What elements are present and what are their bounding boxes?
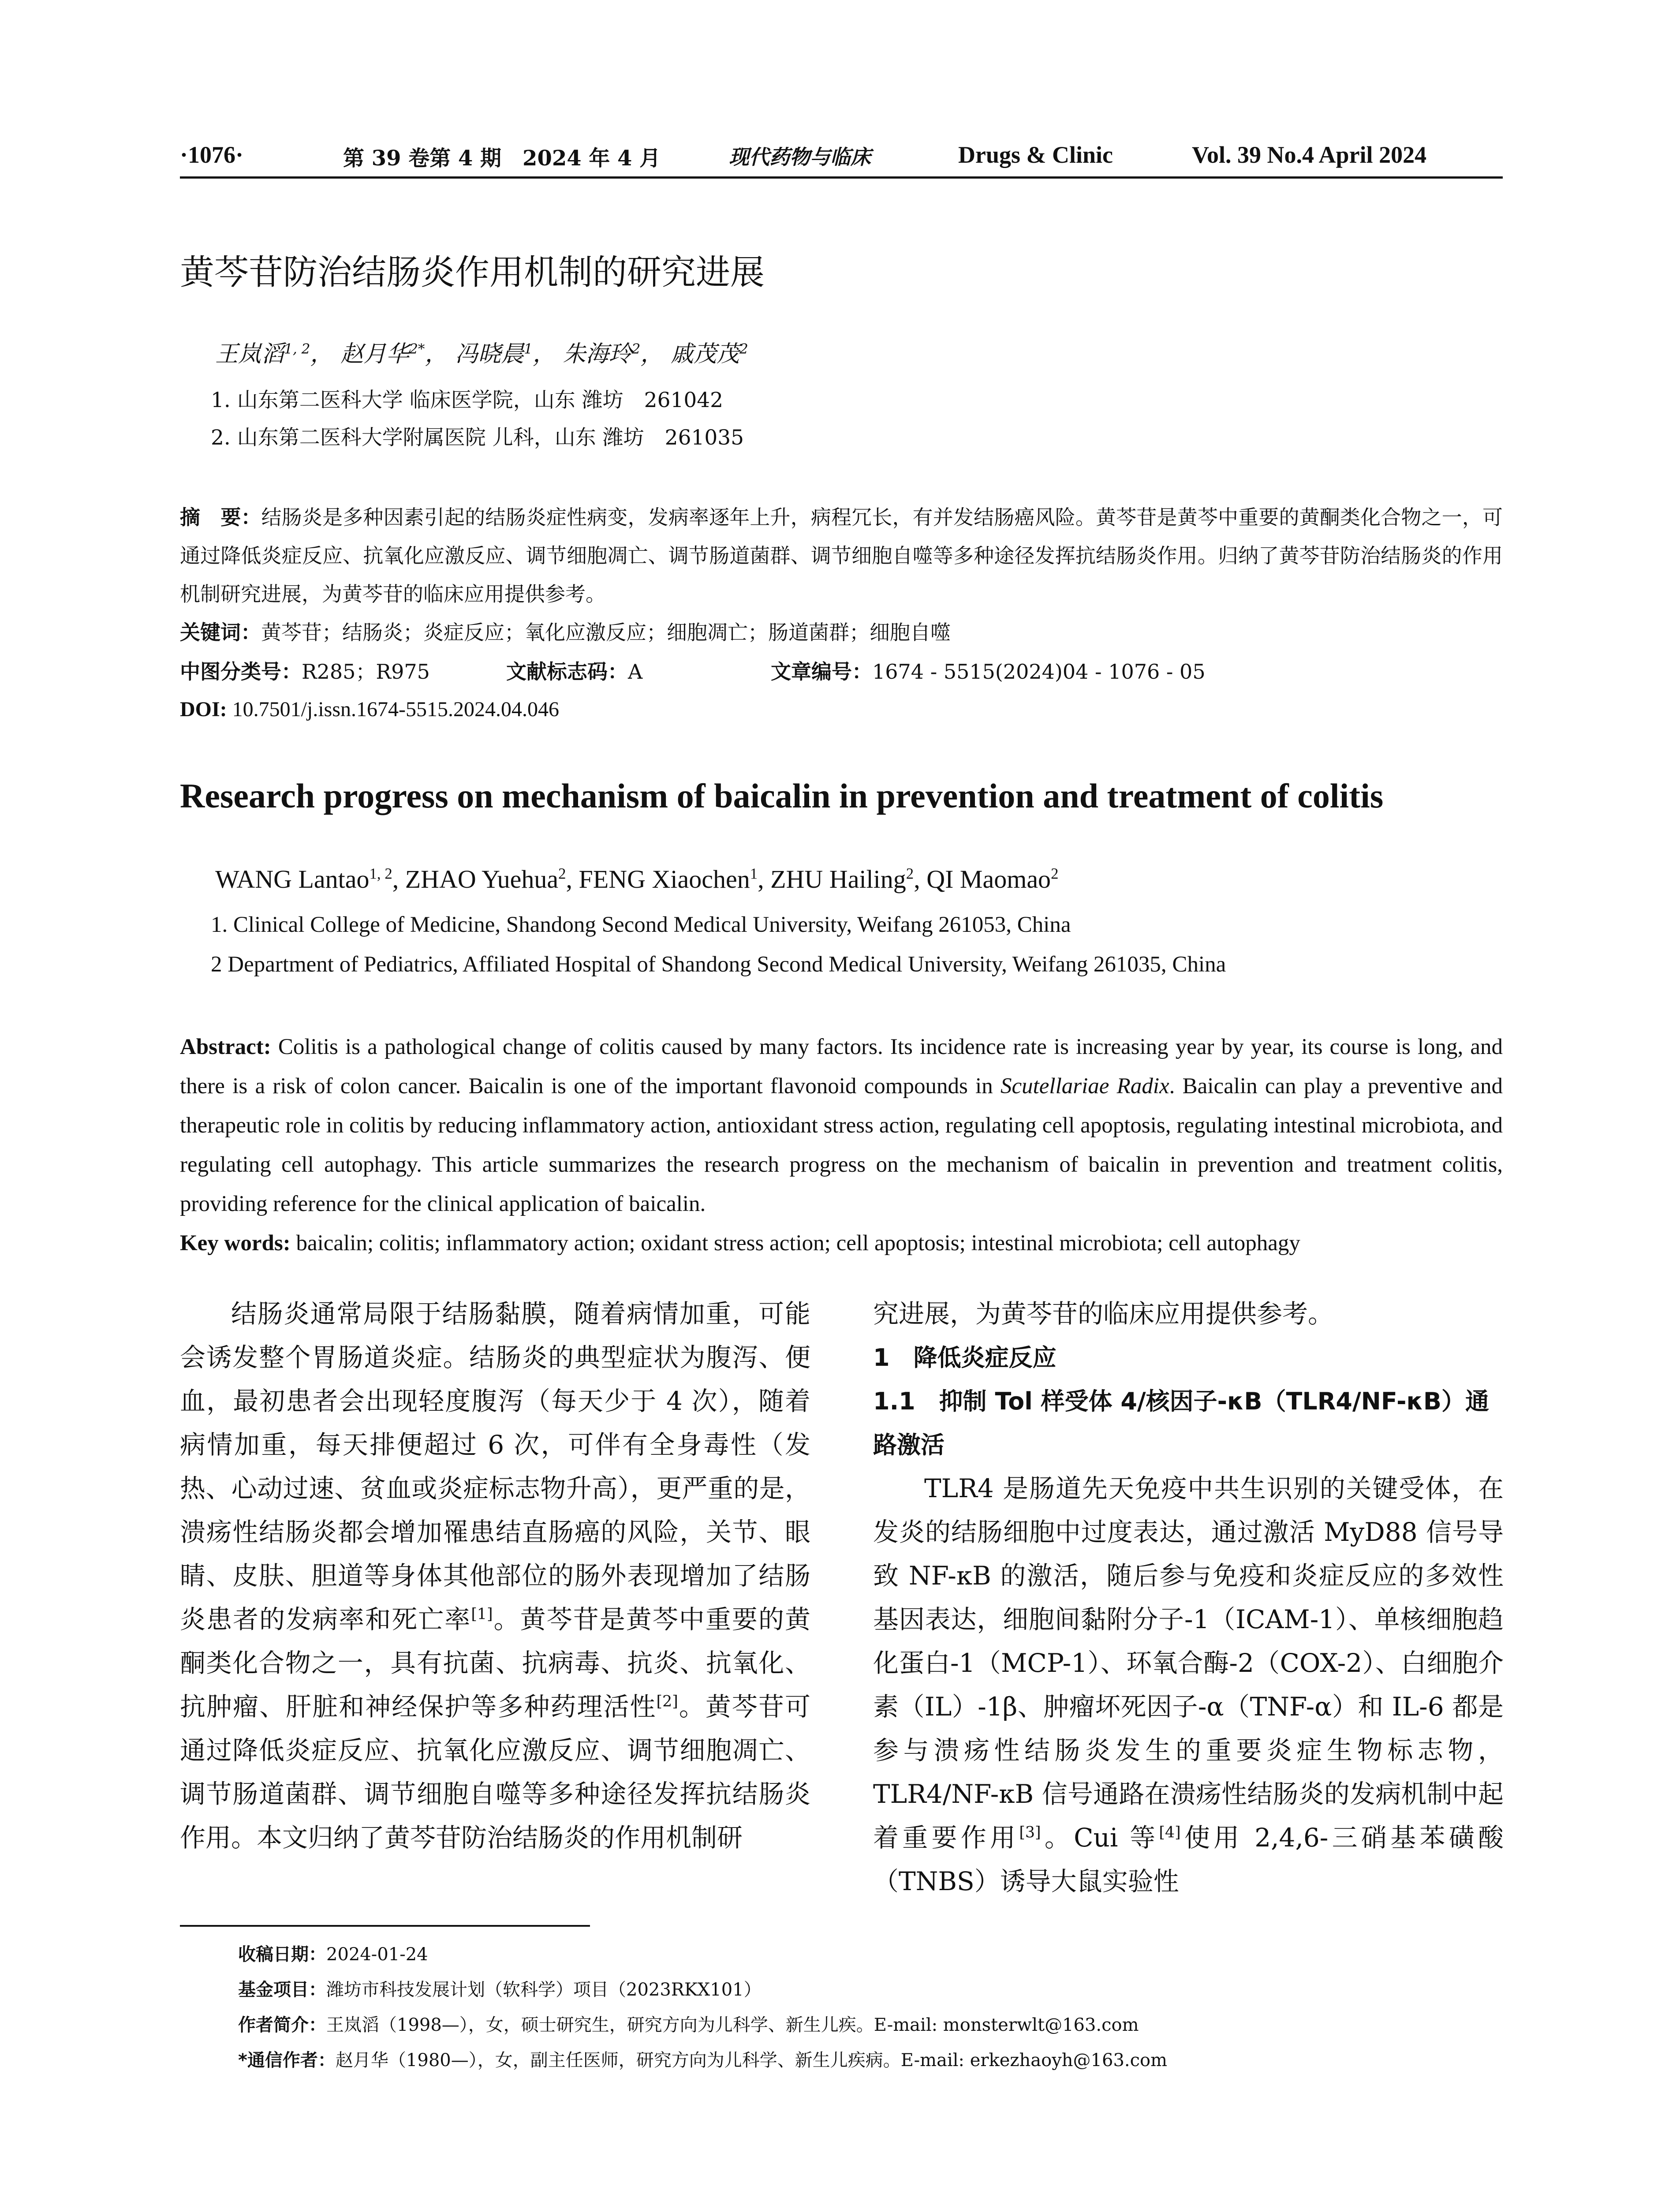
en-author: WANG Lantao$^{1, 2}$,	[215, 865, 405, 893]
cn-title: 黄芩苷防治结肠炎作用机制的研究进展	[180, 253, 765, 292]
cn-author: 赵月华$^{2*}$，	[340, 341, 448, 367]
journal-name-en: Drugs & Clinic	[958, 142, 1113, 168]
en-authors	[215, 864, 1058, 894]
body-paragraph: 结肠炎通常局限于结肠黏膜，随着病情加重，可能会诱发整个胃肠道炎症。结肠炎的典型症状为腹泻、便血，最初患者会出现轻度腹泻（每天少于 4 次），随着病情加重，每天排便超过 6 次，可伴有全身毒性（发热、心动过速、贫血或炎症标志物升高），更严重的是，溃疡性结肠炎都会增加罹患结直肠癌的风险，关节、眼睛、皮肤、胆道等身体其他部位的肠外表现增加了结肠炎患者的发病率和死亡率[1]。黄芩苷是黄芩中重要的黄酮类化合物之一，具有抗菌、抗病毒、抗炎、抗氧化、抗肿瘤、肝脏和神经保护等多种药理活性[2]。黄芩苷可通过降低炎症反应、抗氧化应激反应、调节细胞凋亡、调节肠道菌群、调节细胞自噬等多种途径发挥抗结肠炎作用。本文归纳了黄芩苷防治结肠炎的作用机制研	[180, 1299, 810, 1853]
cn-author: 王岚滔$^{1, 2}$，	[215, 341, 333, 367]
cn-keywords	[180, 613, 1503, 652]
section-heading: 1 降低炎症反应	[873, 1344, 1057, 1372]
cn-authors	[215, 335, 748, 368]
en-author: ZHU Hailing$^2$,	[770, 865, 927, 893]
footnote-author: 作者简介：王岚滔（1998—），女，硕士研究生，研究方向为儿科学、新生儿疾。E-mail: monsterwlt@163.com	[238, 2015, 1139, 2035]
cn-keywords-label: 关键词：	[180, 620, 261, 644]
en-abstract-label: Abstract:	[180, 1035, 271, 1059]
class-value: R285；R975	[302, 660, 430, 684]
journal-name-cn: 现代药物与临床	[729, 145, 871, 169]
body-right-column	[873, 1292, 1504, 1903]
en-keywords	[180, 1224, 1503, 1263]
cn-affiliation: 2. 山东第二医科大学附属医院 儿科，山东 潍坊 261035	[211, 426, 744, 450]
footnote-corresponding: *通信作者：赵月华（1980—），女，副主任医师，研究方向为儿科学、新生儿疾病。E-mail: erkezhaoyh@163.com	[238, 2050, 1168, 2070]
doc-code-label: 文献标志码：	[506, 660, 628, 684]
cn-abstract-text: 结肠炎是多种因素引起的结肠炎症性病变，发病率逐年上升，病程冗长，有并发结肠癌风险。黄芩苷是黄芩中重要的黄酮类化合物之一，可通过降低炎症反应、抗氧化应激反应、调节细胞凋亡、调节肠道菌群、调节细胞自噬等多种途径发挥抗结肠炎作用。归纳了黄芩苷防治结肠炎的作用机制研究进展，为黄芩苷的临床应用提供参考。	[180, 505, 1503, 606]
citation-ref[interactable]: [4]	[1159, 1824, 1181, 1842]
body-paragraph: 究进展，为黄芩苷的临床应用提供参考。	[873, 1299, 1334, 1329]
doi-line	[180, 690, 1503, 729]
doi-value: 10.7501/j.issn.1674-5515.2024.04.046	[232, 698, 560, 721]
en-affiliation: 2 Department of Pediatrics, Affiliated Hospital of Shandong Second Medical University, Weifang 261035, China	[211, 952, 1226, 977]
en-author: QI Maomao$^2$	[926, 865, 1059, 893]
doc-code-value: A	[628, 660, 643, 684]
species-name: Scutellariae Radix	[1000, 1074, 1169, 1099]
issue-en: Vol. 39 No.4 April 2024	[1192, 142, 1427, 168]
footnote-received: 收稿日期：2024-01-24	[238, 1944, 428, 1965]
footnote-fund: 基金项目：潍坊市科技发展计划（软科学）项目（2023RKX101）	[238, 1980, 762, 2000]
citation-ref[interactable]: [3]	[1019, 1824, 1041, 1842]
en-author: ZHAO Yuehua$^2$,	[405, 865, 579, 893]
article-no-value: 1674 - 5515(2024)04 - 1076 - 05	[872, 660, 1206, 684]
en-author: FENG Xiaochen$^1$,	[579, 865, 771, 893]
cn-author: 戚茂茂$^2$	[670, 341, 748, 367]
en-title: Research progress on mechanism of baicalin in prevention and treatment of colitis	[180, 777, 1384, 815]
footnote-rule	[180, 1925, 590, 1927]
en-keywords-label: Key words:	[180, 1231, 291, 1256]
citation-ref[interactable]: [1]	[471, 1605, 493, 1623]
citation-ref[interactable]: [2]	[656, 1693, 678, 1711]
cn-author: 冯晓晨$^1$，	[455, 341, 556, 367]
cn-keywords-text: 黄芩苷；结肠炎；炎症反应；氧化应激反应；细胞凋亡；肠道菌群；细胞自噬	[261, 620, 951, 644]
header-rule	[180, 176, 1503, 179]
body-paragraph: TLR4 是肠道先天免疫中共生识别的关键受体，在发炎的结肠细胞中过度表达，通过激活 MyD88 信号导致 NF-κB 的激活，随后参与免疫和炎症反应的多效性基因表达，细胞间黏附分子-1（ICAM-1）、单核细胞趋化蛋白-1（MCP-1）、环氧合酶-2（COX-2）、白细胞介素（IL）-1β、肿瘤坏死因子-α（TNF-α）和 IL-6 都是参与溃疡性结肠炎发生的重要炎症生物标志物，TLR4/NF-κB 信号通路在溃疡性结肠炎的发病机制中起着重要作用[3]。Cui 等[4]使用 2,4,6-三硝基苯磺酸（TNBS）诱导大鼠实验性	[873, 1473, 1504, 1896]
class-label: 中图分类号：	[180, 660, 302, 684]
cn-abstract-label: 摘 要：	[180, 505, 261, 529]
doi-label: DOI:	[180, 698, 227, 721]
cn-author: 朱海玲$^2$，	[563, 341, 664, 367]
en-abstract: Abstract: Colitis is a pathological change of colitis caused by many factors. Its incidence rate is increasing year by year, its course is long, and there is a risk of colon cancer. Baicalin is one of the important flavonoid compounds in Scutellariae Radix. Baicalin can play a preventive and therapeutic role in colitis by reducing inflammatory action, antioxidant stress action, regulating cell apoptosis, regulating intestinal microbiota, and regulating cell autophagy. This article summarizes the research progress on the mechanism of baicalin in prevention and treatment colitis, providing reference for the clinical application of baicalin.	[180, 1035, 1503, 1216]
running-header	[180, 141, 1503, 176]
en-affiliation: 1. Clinical College of Medicine, Shandong Second Medical University, Weifang 261053, China	[211, 912, 1071, 937]
page-number: ·1076·	[180, 142, 244, 168]
cn-abstract	[180, 498, 1503, 613]
article-no-label: 文章编号：	[771, 660, 872, 684]
cn-affiliation: 1. 山东第二医科大学 临床医学院，山东 潍坊 261042	[211, 388, 724, 412]
issue-cn: 第 39 卷第 4 期 2024 年 4 月	[343, 146, 661, 171]
subsection-heading: 1.1 抑制 Tol 样受体 4/核因子-κB（TLR4/NF-κB）通路激活	[873, 1387, 1490, 1459]
en-keywords-text: baicalin; colitis; inflammatory action; oxidant stress action; cell apoptosis; intestinal microbiota; cell autophagy	[290, 1231, 1300, 1256]
body-left-column	[180, 1292, 810, 1860]
